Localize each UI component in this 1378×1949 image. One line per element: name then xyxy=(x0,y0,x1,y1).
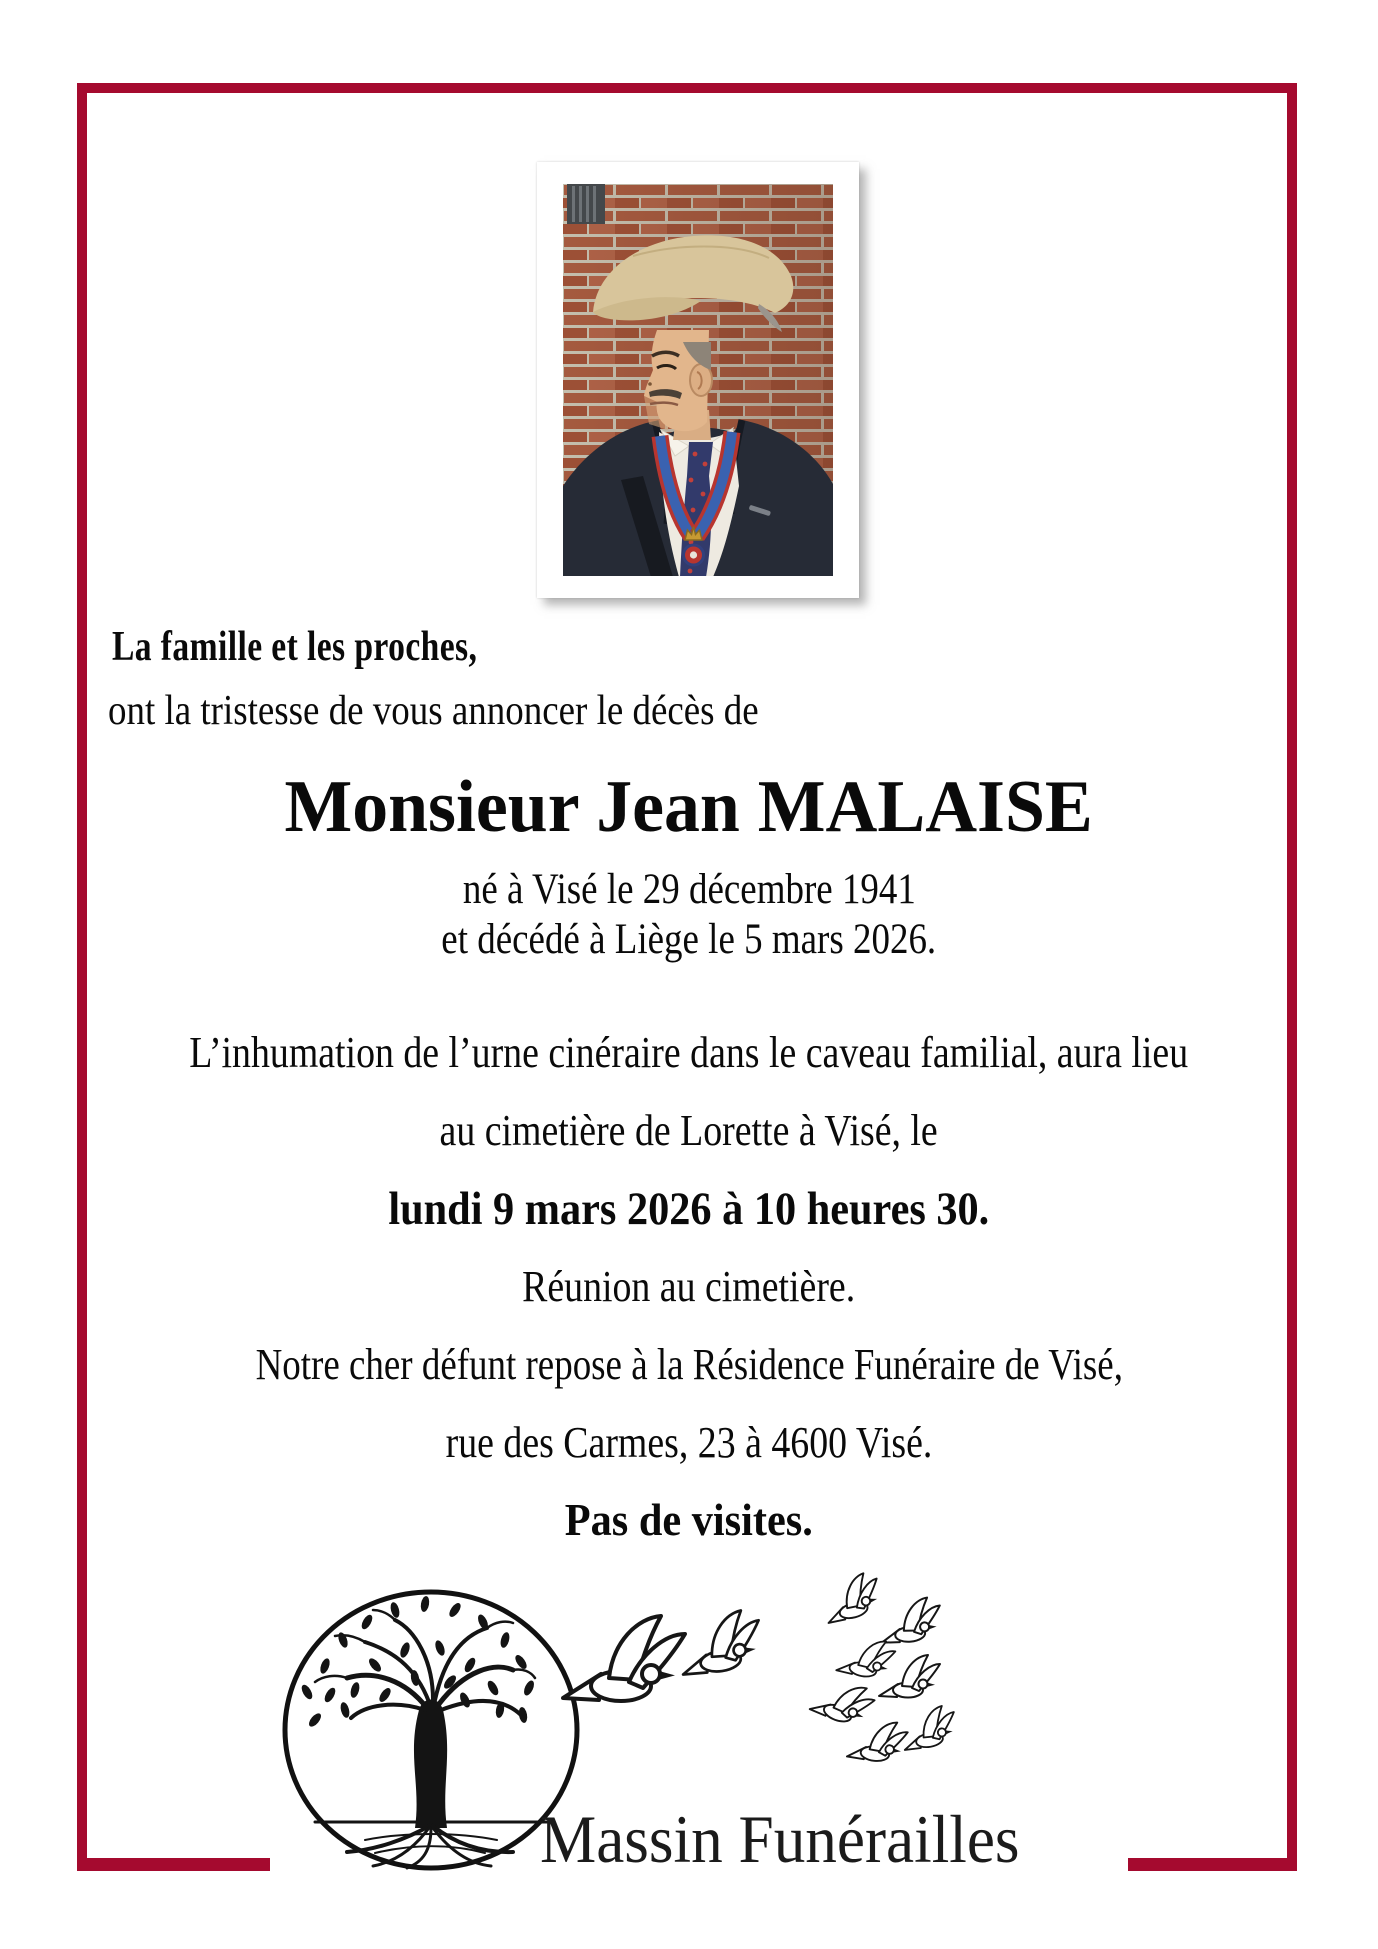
ceremony-line-1: L’inhumation de l’urne cinéraire dans le caveau familial, aura lieu xyxy=(189,1028,1189,1077)
portrait-photo xyxy=(563,184,833,576)
meeting-line: Réunion au cimetière. xyxy=(522,1262,856,1311)
intro-line-2: ont la tristesse de vous annoncer le décès de xyxy=(108,688,759,734)
death-line: et décédé à Liège le 5 mars 2026. xyxy=(441,916,937,963)
portrait-photo-frame xyxy=(537,162,859,598)
border-top-bar xyxy=(77,83,1297,93)
birth-line: né à Visé le 29 décembre 1941 xyxy=(462,866,916,913)
repose-line: Notre cher défunt repose à la Résidence Funéraire de Visé, xyxy=(255,1340,1123,1389)
border-right-bar xyxy=(1287,83,1297,1871)
deceased-name-title: Monsieur Jean MALAISE xyxy=(284,766,1094,848)
address-line: rue des Carmes, 23 à 4600 Visé. xyxy=(445,1418,933,1467)
border-corner-right xyxy=(1128,1858,1297,1871)
ceremony-datetime: lundi 9 mars 2026 à 10 heures 30. xyxy=(388,1183,990,1235)
doves-icon xyxy=(563,1570,955,1764)
visits-line: Pas de visites. xyxy=(564,1494,814,1545)
tree-of-life-icon xyxy=(285,1592,577,1868)
intro-line-1: La famille et les proches, xyxy=(112,624,478,670)
border-left-bar xyxy=(77,83,87,1871)
funeral-home-name: Massin Funérailles xyxy=(540,1801,1020,1877)
ceremony-line-2: au cimetière de Lorette à Visé, le xyxy=(439,1106,939,1155)
border-corner-left xyxy=(77,1858,270,1871)
wall-vent xyxy=(567,184,605,224)
